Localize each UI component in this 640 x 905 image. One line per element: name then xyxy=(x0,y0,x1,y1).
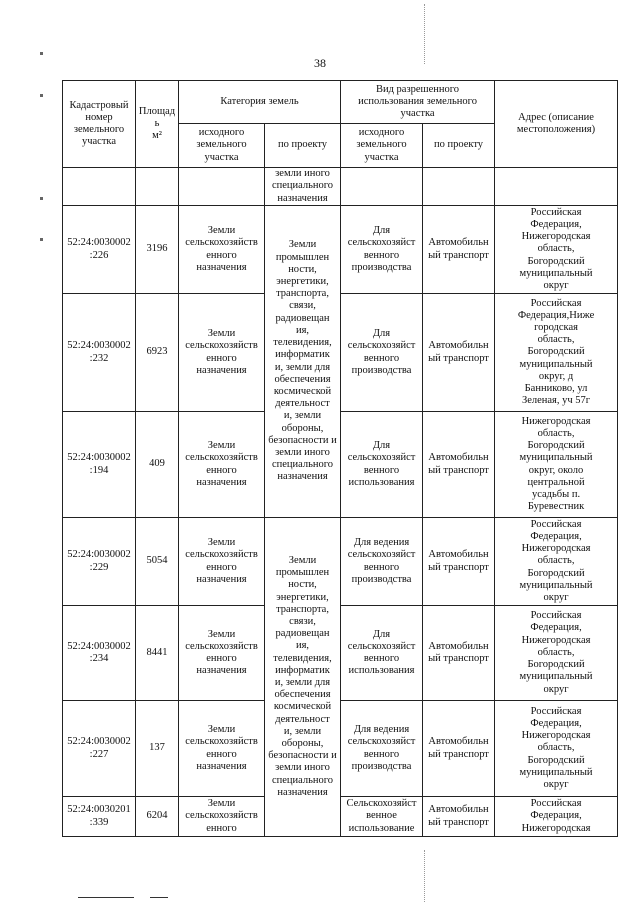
table-row xyxy=(63,701,618,797)
use-project: Автомобильн ый транспорт xyxy=(423,606,495,701)
scan-edge-line xyxy=(424,4,425,64)
margin-mark xyxy=(40,197,43,200)
address: Российская Федерация, Нижегородская область, Богородский муниципальный округ xyxy=(495,518,618,606)
address: Российская Федерация, Нижегородская xyxy=(495,797,618,837)
category-project-merged: Земли промышлен ности, энергетики, транспорта, связи, радиовещан ия, телевидения, информатик и, земли для обеспечения космической деятельност и, земли обороны, безопасности и земли иного специального назначения xyxy=(265,518,341,837)
cadastral-number: 52:24:0030002 :227 xyxy=(63,701,136,797)
use-project: Автомобильн ый транспорт xyxy=(423,701,495,797)
subheader-use-project: по проекту xyxy=(423,124,495,168)
use-project: Автомобильн ый транспорт xyxy=(423,294,495,412)
table-row xyxy=(63,294,618,412)
use-original: Сельскохозяйст венное использование xyxy=(341,797,423,837)
scan-edge-line xyxy=(424,850,425,902)
header-row xyxy=(63,81,618,124)
use-original: Для ведения сельскохозяйст венного производства xyxy=(341,701,423,797)
use-original: Для сельскохозяйст венного использования xyxy=(341,412,423,518)
header-land-category: Категория земель xyxy=(179,81,341,124)
table-row xyxy=(63,206,618,294)
margin-mark xyxy=(40,94,43,97)
use-original: Для ведения сельскохозяйст венного производства xyxy=(341,518,423,606)
footer-rule xyxy=(150,897,168,898)
subheader-category-original: исходного земельного участка xyxy=(179,124,265,168)
address: Российская Федерация,Ниже городская область, Богородский муниципальный округ, д Банниково, ул Зеленая, уч 57г xyxy=(495,294,618,412)
cadastral-number: 52:24:0030002 :232 xyxy=(63,294,136,412)
subheader-category-project: по проекту xyxy=(265,124,341,168)
category-original: Земли сельскохозяйств енного назначения xyxy=(179,294,265,412)
area-value: 3196 xyxy=(136,206,179,294)
cadastral-number: 52:24:0030002 :229 xyxy=(63,518,136,606)
category-original: Земли сельскохозяйств енного xyxy=(179,797,265,837)
land-plots-table xyxy=(62,80,618,837)
header-permitted-use: Вид разрешенного использования земельного участка xyxy=(341,81,495,124)
category-original: Земли сельскохозяйств енного назначения xyxy=(179,412,265,518)
use-project: Автомобильн ый транспорт xyxy=(423,206,495,294)
footer-rule xyxy=(78,897,134,898)
cadastral-number: 52:24:0030002 :234 xyxy=(63,606,136,701)
area-value: 5054 xyxy=(136,518,179,606)
use-original: Для сельскохозяйст венного использования xyxy=(341,606,423,701)
area-value: 6923 xyxy=(136,294,179,412)
continuation-project-category: земли иного специального назначения xyxy=(265,168,341,206)
use-original: Для сельскохозяйст венного производства xyxy=(341,294,423,412)
cadastral-number: 52:24:0030201 :339 xyxy=(63,797,136,837)
area-value: 137 xyxy=(136,701,179,797)
page-number: 38 xyxy=(314,56,326,70)
address: Российская Федерация, Нижегородская область, Богородский муниципальный округ xyxy=(495,206,618,294)
margin-mark xyxy=(40,238,43,241)
margin-mark xyxy=(40,52,43,55)
address: Российская Федерация, Нижегородская область, Богородский муниципальный округ xyxy=(495,701,618,797)
category-original: Земли сельскохозяйств енного назначения xyxy=(179,606,265,701)
cadastral-number: 52:24:0030002 :226 xyxy=(63,206,136,294)
address: Нижегородская область, Богородский муниципальный округ, около центральной усадьбы п. Буревестник xyxy=(495,412,618,518)
table-row xyxy=(63,606,618,701)
use-original: Для сельскохозяйст венного производства xyxy=(341,206,423,294)
category-original: Земли сельскохозяйств енного назначения xyxy=(179,206,265,294)
area-value: 8441 xyxy=(136,606,179,701)
subheader-use-original: исходного земельного участка xyxy=(341,124,423,168)
cadastral-number: 52:24:0030002 :194 xyxy=(63,412,136,518)
table-row xyxy=(63,412,618,518)
use-project: Автомобильн ый транспорт xyxy=(423,797,495,837)
continuation-row xyxy=(63,168,618,206)
table-row xyxy=(63,797,618,837)
header-address: Адрес (описание местоположения) xyxy=(495,81,618,168)
table-row xyxy=(63,518,618,606)
header-area: Площадь м² xyxy=(136,81,179,168)
area-value: 409 xyxy=(136,412,179,518)
category-project-merged: Земли промышлен ности, энергетики, транспорта, связи, радиовещан ия, телевидения, информатик и, земли для обеспечения космической деятельност и, земли обороны, безопасности и земли иного специального назначения xyxy=(265,206,341,518)
address: Российская Федерация, Нижегородская область, Богородский муниципальный округ xyxy=(495,606,618,701)
category-original: Земли сельскохозяйств енного назначения xyxy=(179,701,265,797)
header-cadastral: Кадастровый номер земельного участка xyxy=(63,81,136,168)
use-project: Автомобильн ый транспорт xyxy=(423,412,495,518)
use-project: Автомобильн ый транспорт xyxy=(423,518,495,606)
area-value: 6204 xyxy=(136,797,179,837)
category-original: Земли сельскохозяйств енного назначения xyxy=(179,518,265,606)
